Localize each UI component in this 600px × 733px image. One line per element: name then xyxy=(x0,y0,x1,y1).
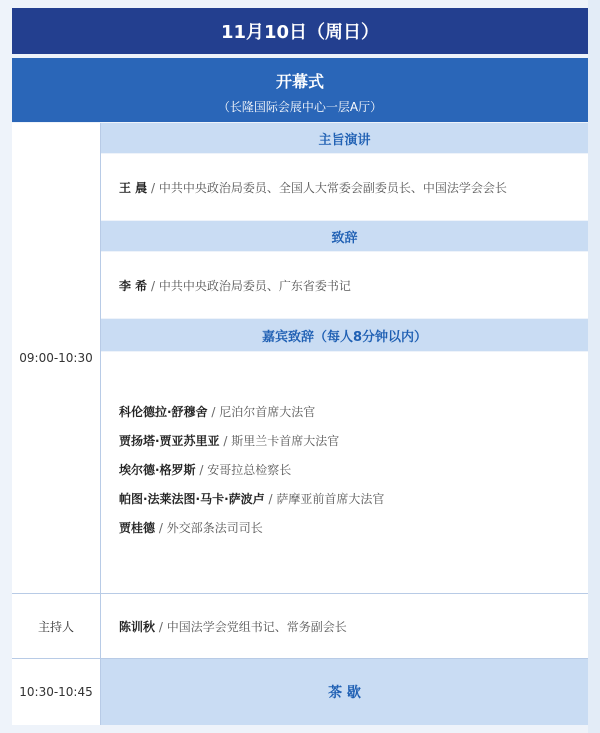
speaker-role: 外交部条法司司长 xyxy=(166,521,263,535)
separator: / xyxy=(207,405,220,419)
session1-time-cell xyxy=(12,123,101,593)
separator: / xyxy=(155,620,167,634)
tea-break-label: 茶 歇 xyxy=(101,659,588,725)
date-header: 11月10日（周日） xyxy=(12,8,588,54)
opening-title: 开幕式 xyxy=(275,72,324,91)
host-label: 主持人 xyxy=(37,619,74,634)
guest-speaker xyxy=(119,461,291,478)
host-entry xyxy=(119,618,347,635)
speaker-name: 李 希 xyxy=(119,279,148,293)
separator: / xyxy=(219,434,232,448)
guest-remarks-heading: 嘉宾致辞（每人8分钟以内） xyxy=(101,319,588,351)
separator: / xyxy=(264,492,277,506)
address-heading: 致辞 xyxy=(101,221,588,251)
host-body xyxy=(101,594,588,658)
separator: / xyxy=(147,181,159,195)
keynote-speaker xyxy=(119,179,507,196)
break-time: 10:30-10:45 xyxy=(19,685,93,699)
host-name: 陈训秋 xyxy=(119,620,156,634)
speaker-role: 尼泊尔首席大法官 xyxy=(219,405,316,419)
background-strip xyxy=(588,0,600,733)
guest-speaker xyxy=(119,519,263,536)
separator: / xyxy=(195,463,208,477)
speaker-name: 贾扬塔·贾亚苏里亚 xyxy=(119,434,220,448)
separator: / xyxy=(155,521,167,535)
speaker-role: 安哥拉总检察长 xyxy=(207,463,292,477)
guest-speaker xyxy=(119,403,315,420)
session1-time: 09:00-10:30 xyxy=(19,351,93,365)
break-time-cell xyxy=(12,659,101,725)
speaker-role: 斯里兰卡首席大法官 xyxy=(231,434,340,448)
speaker-name: 埃尔德·格罗斯 xyxy=(119,463,196,477)
speaker-name: 王 晨 xyxy=(119,181,148,195)
address-body xyxy=(101,252,588,318)
speaker-role: 中共中央政治局委员、广东省委书记 xyxy=(158,279,351,293)
opening-venue: （长隆国际会展中心一层A厅） xyxy=(217,100,383,114)
host-label-cell xyxy=(12,594,101,658)
keynote-body xyxy=(101,154,588,220)
separator: / xyxy=(147,279,159,293)
address-speaker xyxy=(119,277,351,294)
guest-speaker xyxy=(119,432,339,449)
opening-ceremony-banner xyxy=(12,58,588,122)
host-role: 中国法学会党组书记、常务副会长 xyxy=(166,620,347,634)
speaker-role: 萨摩亚前首席大法官 xyxy=(276,492,385,506)
speaker-role: 中共中央政治局委员、全国人大常委会副委员长、中国法学会会长 xyxy=(158,181,507,195)
keynote-heading: 主旨演讲 xyxy=(101,123,588,153)
speaker-name: 贾桂德 xyxy=(119,521,156,535)
guest-speaker xyxy=(119,490,384,507)
schedule-page xyxy=(12,0,588,733)
guest-remarks-body xyxy=(101,352,588,593)
speaker-name: 科伦德拉·舒穆舍 xyxy=(119,405,208,419)
speaker-name: 帕图·法莱法图·马卡·萨波卢 xyxy=(119,492,265,506)
